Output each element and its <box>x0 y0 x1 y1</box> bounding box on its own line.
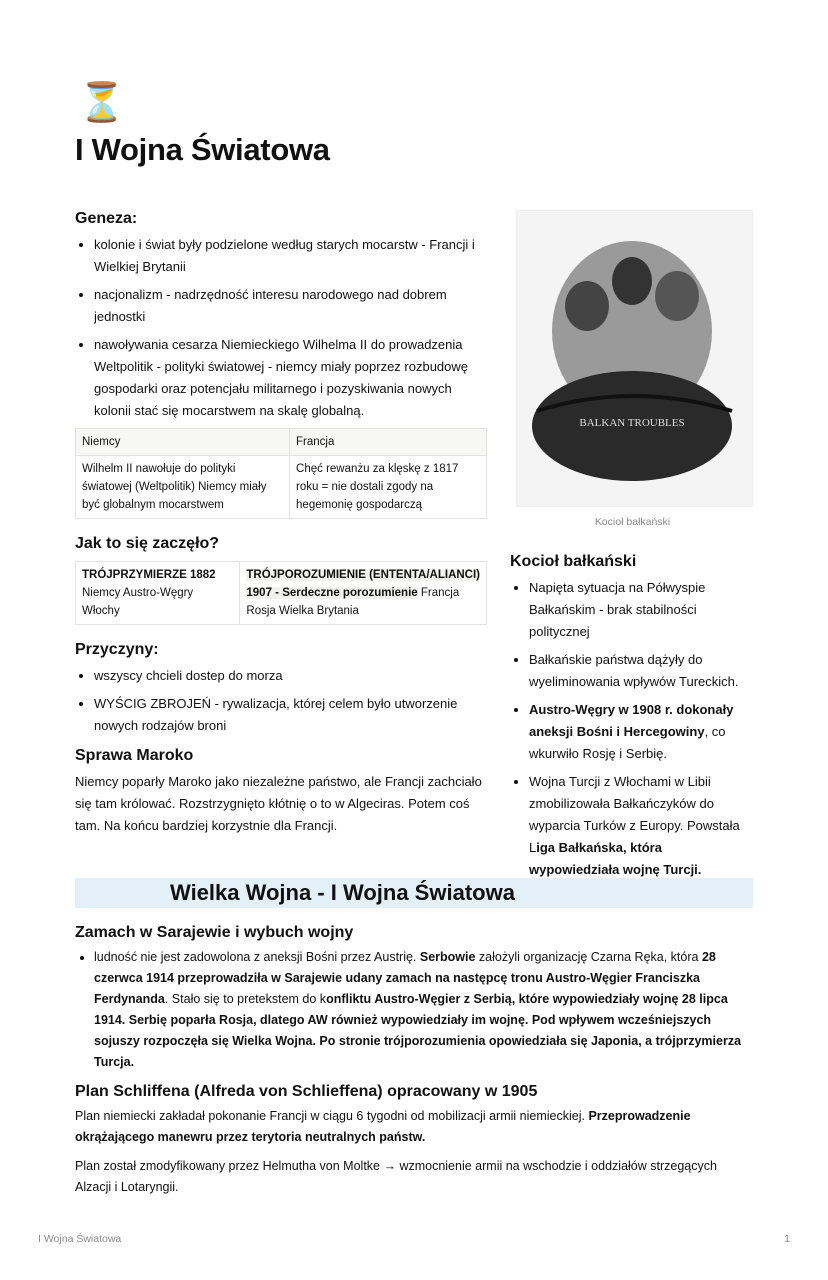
kociol-list <box>510 577 755 881</box>
table-cell <box>76 562 240 625</box>
text: Plan niemiecki zakładał pokonanie Francji w ciągu 6 tygodni od mobilizacji armii niemieckiej. <box>75 1109 589 1123</box>
cell-text: Niemcy Austro-Węgry Włochy <box>82 587 194 617</box>
text: . Stało się to pretekstem do k <box>164 992 327 1006</box>
section-banner <box>75 878 753 908</box>
list-item: • WYŚCIG ZBROJEŃ - rywalizacja, której celem było utworzenie nowych rodzajów broni <box>94 693 487 737</box>
bold-text: Austro-Węgry w 1908 r. dokonały aneksji Bośni i Hercegowiny <box>529 702 734 739</box>
text: Wojna Turcji z Włochami w Libii zmobilizowała Bałkańczyków do wyparcia Turków z Europy. Powstała L <box>529 774 740 855</box>
alliances-table <box>75 561 487 625</box>
bold-text: iga Bałkańska, która wypowiedziała wojnę Turcji. <box>529 840 702 877</box>
bold-text: Przeprowadzenie okrążającego manewru przez terytoria neutralnych państw. <box>75 1109 691 1144</box>
footer-page-number: 1 <box>784 1233 790 1245</box>
balkan-cartoon-image <box>516 210 753 507</box>
plan-p2: Plan został zmodyfikowany przez Helmutha von Moltke → wzmocnienie armii na wschodzie i oddziałów strzegących Alzacji i Lotaryngii. <box>75 1159 717 1194</box>
table-cell <box>240 562 487 625</box>
list-item: • wszyscy chcieli dostep do morza <box>94 665 487 687</box>
bold-text: Serbowie <box>419 950 476 964</box>
table-header: Niemcy <box>76 429 290 456</box>
table-cell: Chęć rewanżu za klęskę z 1817 roku = nie dostali zgody na hegemonię gospodarczą <box>290 456 487 519</box>
plan-heading: Plan Schliffena (Alfreda von Schlieffena) opracowany w 1905 <box>75 1083 538 1100</box>
zamach-list <box>75 947 755 1073</box>
text: założyli organizację Czarna Ręka, która <box>475 950 702 964</box>
list-item: • Bałkańskie państwa dążyły do wyeliminowania wpływów Tureckich. <box>529 649 755 693</box>
text: ludność nie jest zadowolona z aneksji Bośni przez Austrię. <box>94 950 420 964</box>
cell-bold: TRÓJPOROZUMIENIE (ENTENTA/ALIANCI) <box>246 569 481 581</box>
bold-text: 28 czerwca 1914 przeprowadziła w Sarajewie udany zamach na następcę tronu Austro-Węgier Franciszka Ferdynanda <box>94 950 716 1006</box>
zamach-heading: Zamach w Sarajewie i wybuch wojny <box>75 924 354 941</box>
cell-bold: TRÓJPRZYMIERZE 1882 <box>82 569 216 581</box>
svg-text:BALKAN TROUBLES: BALKAN TROUBLES <box>579 417 685 429</box>
table-header: Francja <box>290 429 487 456</box>
right-column <box>510 210 755 887</box>
list-item: • Napięta sytuacja na Półwyspie Bałkańskim - brak stabilności politycznej <box>529 577 755 643</box>
list-item <box>94 947 755 1073</box>
left-column <box>75 208 487 845</box>
comparison-table <box>75 428 487 519</box>
geneza-list <box>75 234 487 422</box>
list-item <box>529 771 755 881</box>
kociol-heading: Kocioł bałkański <box>510 553 637 570</box>
list-item: • kolonie i świat były podzielone według starych mocarstw - Francji i Wielkiej Brytanii <box>94 234 487 278</box>
hourglass-icon: ⏳ <box>78 82 126 124</box>
list-item: • nacjonalizm - nadrzędność interesu narodowego nad dobrem jednostki <box>94 284 487 328</box>
jak-heading: Jak to się zaczęło? <box>75 535 220 552</box>
page-title: I Wojna Światowa <box>75 132 330 167</box>
list-item <box>529 699 755 765</box>
banner-title: Wielka Wojna - I Wojna Światowa <box>170 880 515 905</box>
plan-p1 <box>75 1106 755 1148</box>
text: , co wkurwiło Rosję i Serbię. <box>529 724 726 761</box>
cell-text: Francja Rosja Wielka Brytania <box>246 587 460 617</box>
bold-text: onfliktu Austro-Węgier z Serbią, które wypowiedziały wojnę 28 lipca 1914. Serbię poparła Rosja, dlatego AW również wypowiedziały im wojnę. Pod wpływem wcześniejszych sojuszy rozpoczęła się Wielka Wojna. Po stronie trójporozumienia opowiedziała się Japonia, a trójprzymierza Turcja. <box>94 992 742 1069</box>
maroko-text: Niemcy poparły Maroko jako niezależne państwo, ale Francji zachciało się tam królować. Rozstrzygnięto kłótnię o to w Algeciras. Potem coś tam. Na końcu bardziej korzystnie dla Francji. <box>75 774 482 833</box>
table-cell: Wilhelm II nawołuje do polityki światowej (Weltpolitik) Niemcy miały być globalnym mocarstwem <box>76 456 290 519</box>
maroko-heading: Sprawa Maroko <box>75 747 194 764</box>
list-item: • nawoływania cesarza Niemieckiego Wilhelma II do prowadzenia Weltpolitik - polityki światowej - niemcy miały poprzez rozbudowę gospodarki oraz potencjału militarnego i pozyskiwania nowych kolonii stać się mocarstwem na skalę globalną. <box>94 334 487 422</box>
przyczyny-heading: Przyczyny: <box>75 641 159 658</box>
image-caption: Kocioł bałkański <box>594 516 671 528</box>
bottom-section <box>75 922 755 1206</box>
footer-title: I Wojna Światowa <box>38 1233 122 1245</box>
przyczyny-list <box>75 665 487 737</box>
geneza-heading: Geneza: <box>75 210 138 227</box>
cell-bold: 1907 - Serdeczne porozumienie <box>246 587 418 599</box>
